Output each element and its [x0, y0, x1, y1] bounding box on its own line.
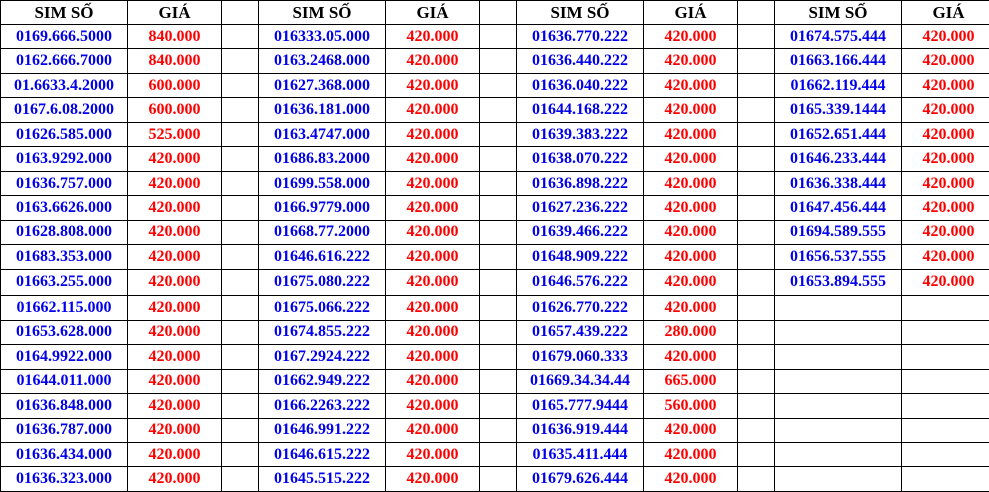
sim-price: 420.000: [128, 147, 222, 171]
sim-number: 0163.6626.000: [1, 196, 128, 220]
column-gap: [222, 171, 259, 195]
column-gap: [222, 122, 259, 146]
sim-price: [902, 369, 989, 393]
sim-price: 420.000: [386, 220, 480, 244]
sim-number: [775, 418, 902, 442]
sim-number: 0167.2924.222: [259, 345, 386, 369]
sim-price: 420.000: [902, 269, 989, 296]
sim-number: 01635.411.444: [517, 443, 644, 467]
column-gap: [480, 296, 517, 320]
sim-number: 01652.651.444: [775, 122, 902, 146]
sim-number: 0166.2263.222: [259, 394, 386, 418]
table-row: [1, 418, 989, 442]
table-row: [1, 122, 989, 146]
sim-price: 600.000: [128, 98, 222, 122]
header-price-3: GIÁ: [644, 1, 738, 25]
sim-price: 420.000: [386, 418, 480, 442]
sim-price: 420.000: [386, 269, 480, 296]
sim-number: 0163.4747.000: [259, 122, 386, 146]
sim-price: 420.000: [644, 418, 738, 442]
sim-number: 01679.626.444: [517, 467, 644, 492]
table-row: [1, 394, 989, 418]
column-gap: [738, 171, 775, 195]
sim-price: [902, 418, 989, 442]
column-gap: [480, 443, 517, 467]
sim-number: 01663.166.444: [775, 49, 902, 73]
column-gap: [738, 122, 775, 146]
column-gap: [738, 394, 775, 418]
column-gap: [738, 196, 775, 220]
header-sim-number-1: SIM SỐ: [1, 1, 128, 25]
sim-number: 01644.011.000: [1, 369, 128, 393]
sim-price: 420.000: [128, 394, 222, 418]
column-gap: [738, 418, 775, 442]
column-gap: [222, 269, 259, 296]
table-row: [1, 296, 989, 320]
sim-number: 01.6633.4.2000: [1, 73, 128, 97]
sim-number: 0163.2468.000: [259, 49, 386, 73]
sim-number: 01636.440.222: [517, 49, 644, 73]
column-gap: [480, 394, 517, 418]
column-gap: [738, 369, 775, 393]
sim-price: 560.000: [644, 394, 738, 418]
header-price-4: GIÁ: [902, 1, 989, 25]
sim-price: 420.000: [128, 196, 222, 220]
sim-number: 01662.949.222: [259, 369, 386, 393]
sim-price: 420.000: [644, 443, 738, 467]
table-row: [1, 49, 989, 73]
sim-number: 01699.558.000: [259, 171, 386, 195]
column-gap: [222, 345, 259, 369]
sim-number: 01636.338.444: [775, 171, 902, 195]
column-gap: [738, 1, 775, 25]
sim-number: 01636.770.222: [517, 25, 644, 49]
column-gap: [480, 320, 517, 344]
sim-price: 420.000: [902, 98, 989, 122]
sim-price: 420.000: [902, 122, 989, 146]
sim-number: 01657.439.222: [517, 320, 644, 344]
table-row: [1, 220, 989, 244]
sim-price: 420.000: [644, 171, 738, 195]
sim-price: 420.000: [128, 296, 222, 320]
sim-number: 01636.434.000: [1, 443, 128, 467]
column-gap: [480, 245, 517, 269]
sim-price: 420.000: [386, 147, 480, 171]
sim-price: 420.000: [644, 25, 738, 49]
table-row: [1, 443, 989, 467]
column-gap: [738, 467, 775, 492]
sim-number: 01683.353.000: [1, 245, 128, 269]
column-gap: [222, 369, 259, 393]
sim-number: 01646.615.222: [259, 443, 386, 467]
sim-number: 01626.770.222: [517, 296, 644, 320]
sim-price: 420.000: [386, 122, 480, 146]
sim-price: 420.000: [128, 369, 222, 393]
table-row: [1, 269, 989, 296]
sim-number: [775, 443, 902, 467]
sim-number: [775, 467, 902, 492]
sim-price: 420.000: [902, 147, 989, 171]
sim-number: 01626.585.000: [1, 122, 128, 146]
table-row: [1, 73, 989, 97]
column-gap: [738, 98, 775, 122]
sim-price: 420.000: [902, 49, 989, 73]
column-gap: [222, 98, 259, 122]
sim-price: 420.000: [902, 196, 989, 220]
sim-number: 01686.83.2000: [259, 147, 386, 171]
sim-price: 600.000: [128, 73, 222, 97]
column-gap: [222, 467, 259, 492]
sim-number: 01663.255.000: [1, 269, 128, 296]
sim-price: 420.000: [644, 122, 738, 146]
sim-price: 420.000: [386, 467, 480, 492]
column-gap: [480, 467, 517, 492]
table-row: [1, 196, 989, 220]
column-gap: [222, 147, 259, 171]
sim-price: 420.000: [386, 296, 480, 320]
sim-number: [775, 320, 902, 344]
sim-number: 01636.040.222: [517, 73, 644, 97]
sim-number: 01636.919.444: [517, 418, 644, 442]
sim-price: [902, 320, 989, 344]
sim-number: 01669.34.34.44: [517, 369, 644, 393]
column-gap: [738, 147, 775, 171]
sim-price: 420.000: [644, 467, 738, 492]
sim-number: [775, 369, 902, 393]
sim-number: 0165.339.1444: [775, 98, 902, 122]
sim-number: [775, 394, 902, 418]
sim-number: 01675.066.222: [259, 296, 386, 320]
sim-number: 01627.368.000: [259, 73, 386, 97]
sim-price: 840.000: [128, 25, 222, 49]
sim-price: 420.000: [386, 369, 480, 393]
column-gap: [222, 1, 259, 25]
column-gap: [222, 196, 259, 220]
sim-number: 01647.456.444: [775, 196, 902, 220]
column-gap: [738, 296, 775, 320]
sim-number: 01639.383.222: [517, 122, 644, 146]
sim-price: 420.000: [386, 394, 480, 418]
sim-number: 01656.537.555: [775, 245, 902, 269]
sim-number: 01679.060.333: [517, 345, 644, 369]
column-gap: [480, 269, 517, 296]
sim-number: 01639.466.222: [517, 220, 644, 244]
sim-price: 420.000: [644, 73, 738, 97]
sim-number: 01653.894.555: [775, 269, 902, 296]
column-gap: [738, 220, 775, 244]
sim-price: 420.000: [386, 345, 480, 369]
column-gap: [480, 98, 517, 122]
sim-price: 420.000: [128, 245, 222, 269]
column-gap: [480, 73, 517, 97]
sim-number: 0169.666.5000: [1, 25, 128, 49]
sim-number: 01675.080.222: [259, 269, 386, 296]
sim-price: 420.000: [386, 320, 480, 344]
sim-price: [902, 443, 989, 467]
sim-price: 420.000: [386, 49, 480, 73]
sim-price: 420.000: [128, 418, 222, 442]
header-price-1: GIÁ: [128, 1, 222, 25]
column-gap: [222, 296, 259, 320]
sim-price: 420.000: [644, 196, 738, 220]
sim-price: 420.000: [386, 73, 480, 97]
sim-price: 420.000: [902, 25, 989, 49]
sim-number: 0162.666.7000: [1, 49, 128, 73]
column-gap: [222, 220, 259, 244]
table-row: [1, 245, 989, 269]
sim-price: 420.000: [644, 269, 738, 296]
sim-price: 420.000: [128, 171, 222, 195]
sim-number: 01646.616.222: [259, 245, 386, 269]
sim-price: 420.000: [128, 467, 222, 492]
sim-number: 016333.05.000: [259, 25, 386, 49]
sim-price: 420.000: [644, 147, 738, 171]
sim-price: 420.000: [902, 73, 989, 97]
sim-price: 420.000: [902, 245, 989, 269]
column-gap: [222, 394, 259, 418]
table-row: [1, 98, 989, 122]
sim-number: 0165.777.9444: [517, 394, 644, 418]
sim-number: 01648.909.222: [517, 245, 644, 269]
sim-price: 420.000: [644, 98, 738, 122]
sim-price: 420.000: [386, 196, 480, 220]
sim-price: 525.000: [128, 122, 222, 146]
sim-price: 420.000: [644, 220, 738, 244]
sim-price: 420.000: [128, 345, 222, 369]
sim-price: 420.000: [644, 49, 738, 73]
header-sim-number-4: SIM SỐ: [775, 1, 902, 25]
column-gap: [738, 320, 775, 344]
sim-number: 01644.168.222: [517, 98, 644, 122]
sim-number: 0167.6.08.2000: [1, 98, 128, 122]
sim-number: 01636.787.000: [1, 418, 128, 442]
sim-number: 01628.808.000: [1, 220, 128, 244]
table-row: [1, 25, 989, 49]
sim-price: 665.000: [644, 369, 738, 393]
column-gap: [222, 73, 259, 97]
header-row: [1, 1, 989, 25]
column-gap: [480, 49, 517, 73]
column-gap: [480, 1, 517, 25]
header-sim-number-3: SIM SỐ: [517, 1, 644, 25]
sim-price: 420.000: [644, 245, 738, 269]
table-row: [1, 467, 989, 492]
column-gap: [222, 49, 259, 73]
table-row: [1, 147, 989, 171]
sim-price: 420.000: [128, 220, 222, 244]
sim-price: 420.000: [386, 171, 480, 195]
sim-price: 420.000: [386, 25, 480, 49]
table-row: [1, 171, 989, 195]
sim-price: 420.000: [386, 98, 480, 122]
column-gap: [738, 49, 775, 73]
sim-price: [902, 345, 989, 369]
sim-number: 0163.9292.000: [1, 147, 128, 171]
column-gap: [738, 443, 775, 467]
column-gap: [738, 25, 775, 49]
sim-price: 420.000: [902, 171, 989, 195]
sim-number: 01662.119.444: [775, 73, 902, 97]
table-row: [1, 369, 989, 393]
column-gap: [480, 220, 517, 244]
sim-price: 420.000: [128, 443, 222, 467]
column-gap: [480, 418, 517, 442]
column-gap: [480, 147, 517, 171]
column-gap: [480, 171, 517, 195]
column-gap: [480, 122, 517, 146]
column-gap: [480, 369, 517, 393]
header-price-2: GIÁ: [386, 1, 480, 25]
sim-price: [902, 467, 989, 492]
column-gap: [222, 25, 259, 49]
column-gap: [738, 345, 775, 369]
column-gap: [222, 320, 259, 344]
sim-price: 280.000: [644, 320, 738, 344]
sim-number: 01636.898.222: [517, 171, 644, 195]
sim-number: 01645.515.222: [259, 467, 386, 492]
column-gap: [222, 245, 259, 269]
sim-number: 01636.323.000: [1, 467, 128, 492]
sim-number: [775, 296, 902, 320]
column-gap: [222, 443, 259, 467]
sim-price: 840.000: [128, 49, 222, 73]
sim-price: [902, 296, 989, 320]
sim-price: 420.000: [386, 443, 480, 467]
sim-number: 01646.576.222: [517, 269, 644, 296]
column-gap: [738, 73, 775, 97]
column-gap: [480, 25, 517, 49]
table-row: [1, 345, 989, 369]
column-gap: [738, 245, 775, 269]
column-gap: [480, 345, 517, 369]
sim-price: [902, 394, 989, 418]
sim-number: 01674.575.444: [775, 25, 902, 49]
sim-price: 420.000: [128, 320, 222, 344]
sim-number: 01646.991.222: [259, 418, 386, 442]
column-gap: [738, 269, 775, 296]
sim-number: 01668.77.2000: [259, 220, 386, 244]
sim-number: 01674.855.222: [259, 320, 386, 344]
sim-number: 01636.181.000: [259, 98, 386, 122]
sim-number: 01662.115.000: [1, 296, 128, 320]
column-gap: [480, 196, 517, 220]
sim-number: 01646.233.444: [775, 147, 902, 171]
sim-price: 420.000: [644, 296, 738, 320]
sim-number: [775, 345, 902, 369]
column-gap: [222, 418, 259, 442]
sim-price: 420.000: [128, 269, 222, 296]
header-sim-number-2: SIM SỐ: [259, 1, 386, 25]
table-row: [1, 320, 989, 344]
sim-number: 0164.9922.000: [1, 345, 128, 369]
sim-number: 01694.589.555: [775, 220, 902, 244]
sim-price: 420.000: [644, 345, 738, 369]
sim-number: 01636.757.000: [1, 171, 128, 195]
sim-price: 420.000: [386, 245, 480, 269]
sim-price: 420.000: [902, 220, 989, 244]
sim-number: 01627.236.222: [517, 196, 644, 220]
sim-number: 01636.848.000: [1, 394, 128, 418]
sim-number: 0166.9779.000: [259, 196, 386, 220]
sim-number: 01653.628.000: [1, 320, 128, 344]
sim-number: 01638.070.222: [517, 147, 644, 171]
